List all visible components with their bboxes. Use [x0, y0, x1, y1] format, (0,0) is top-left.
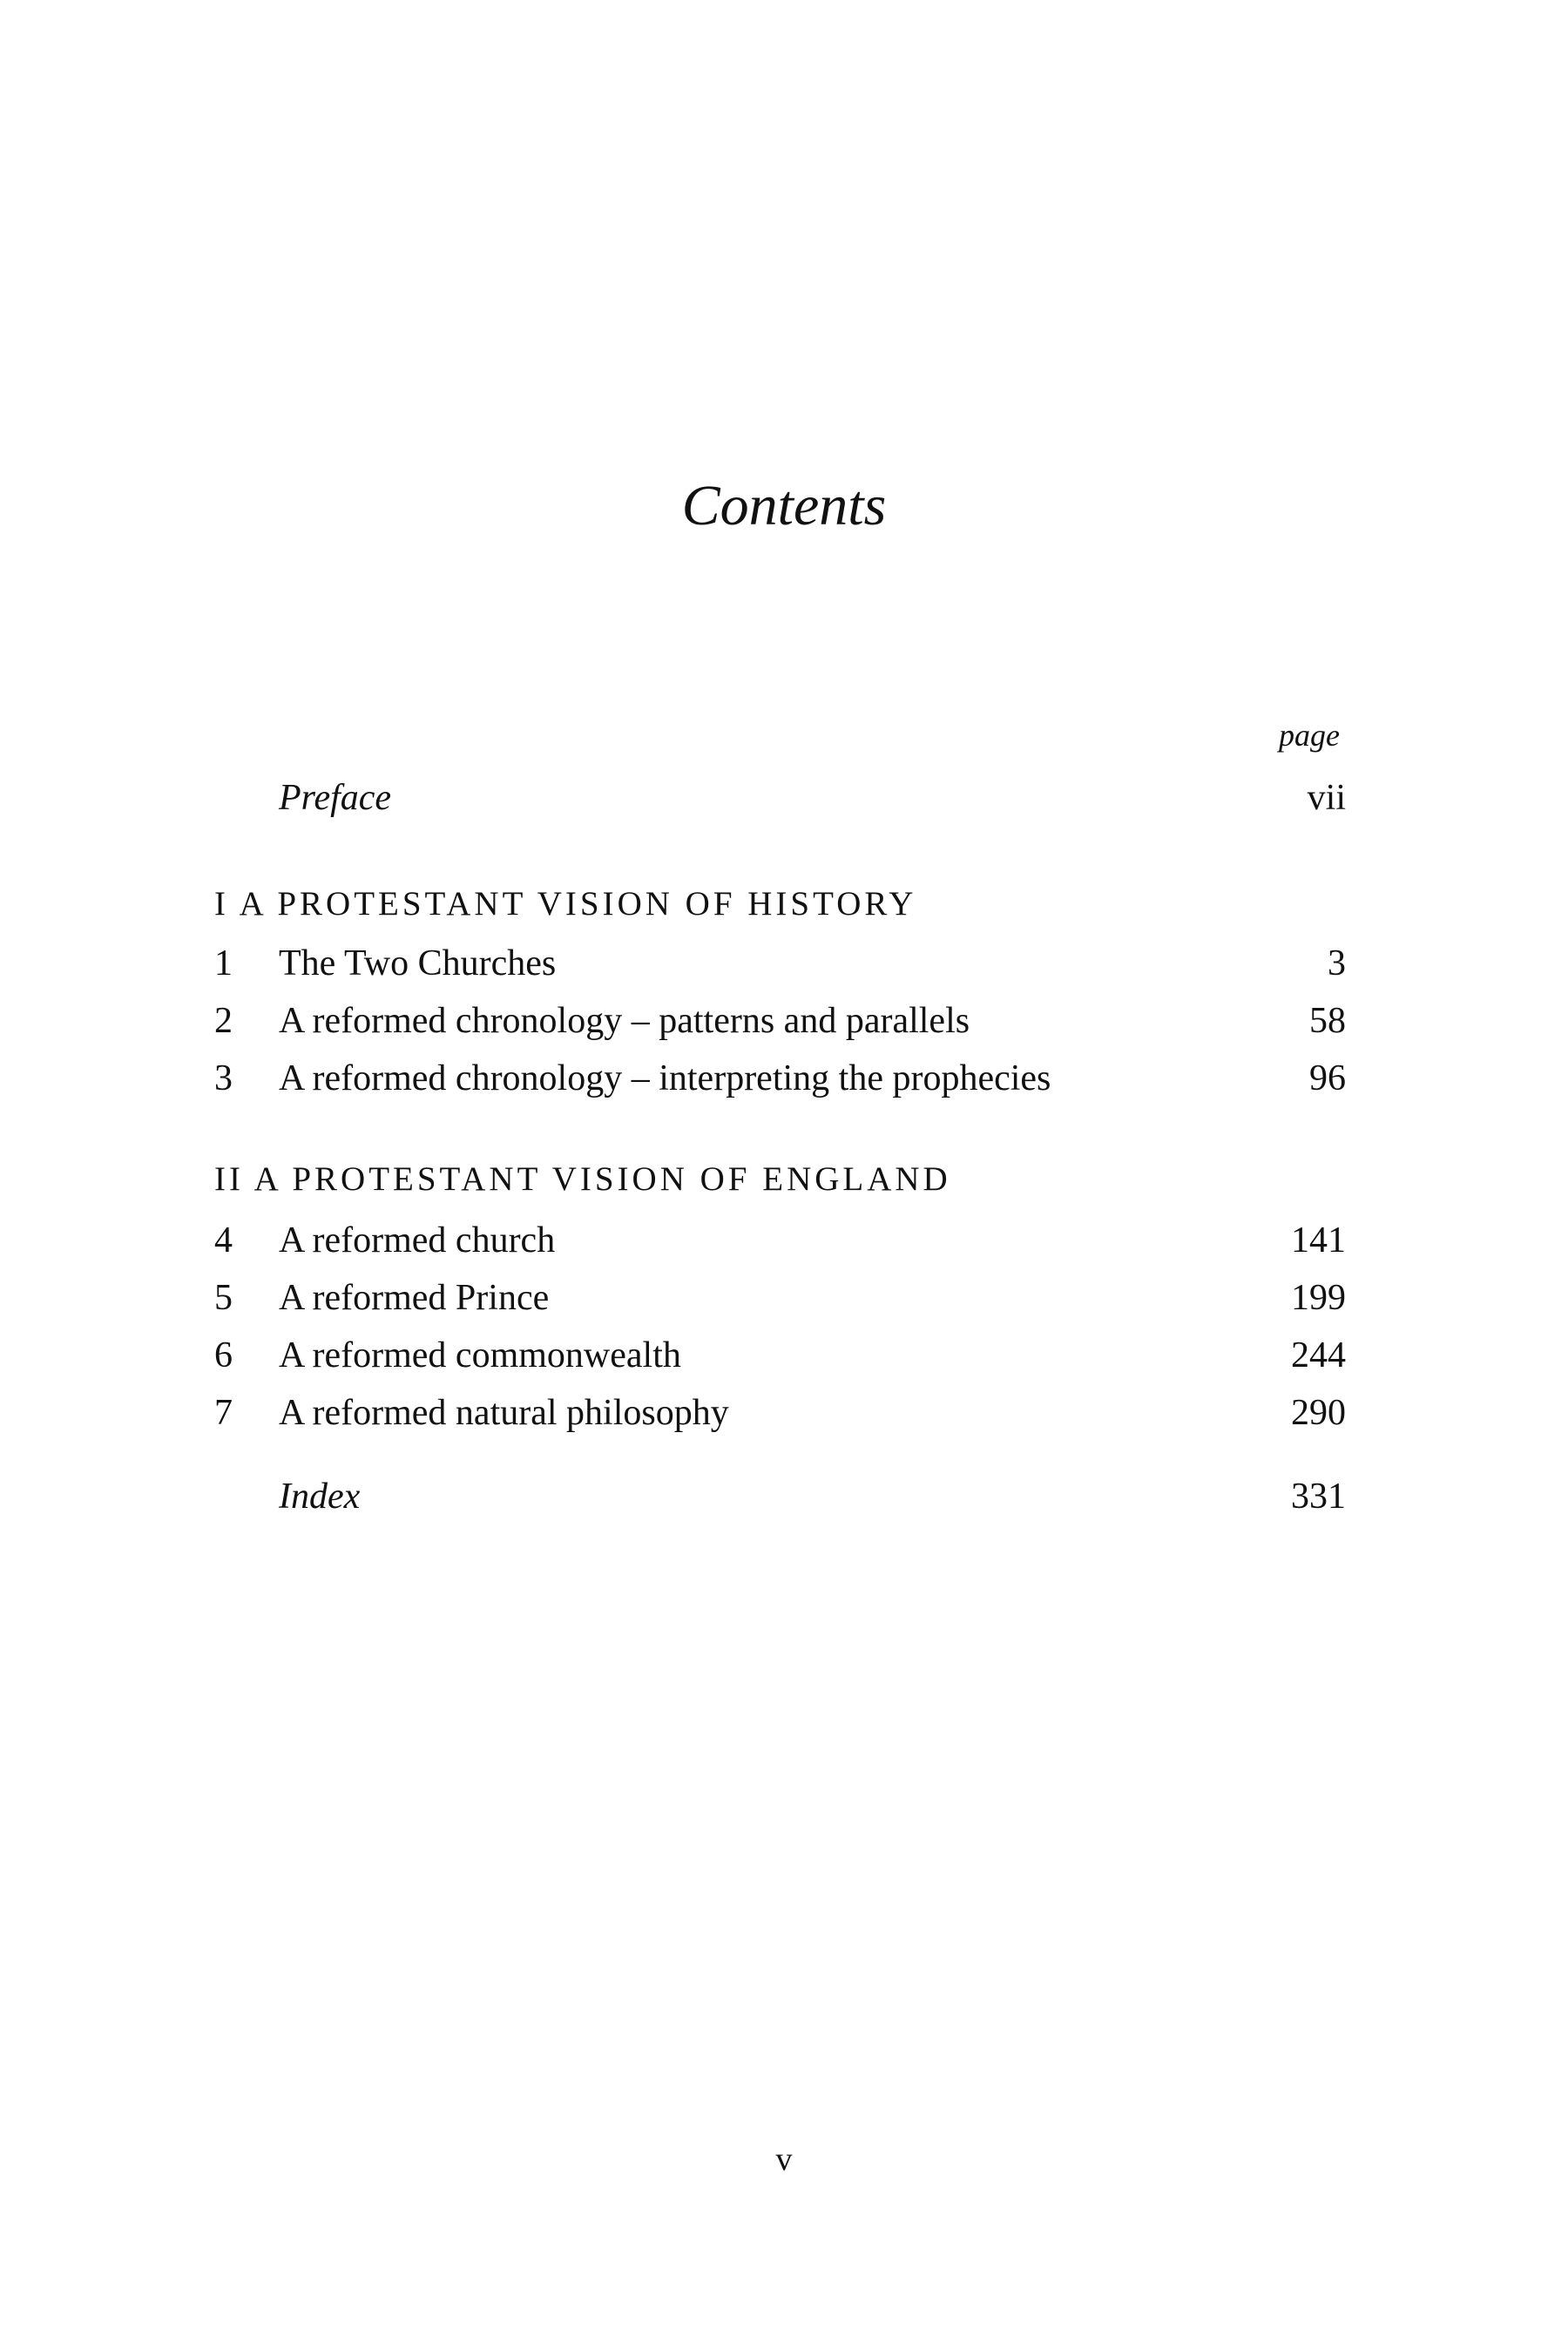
toc-entry-chapter-7[interactable]: [0, 1389, 1568, 1437]
chapter-number: 7: [214, 1393, 233, 1433]
toc-entry-chapter-3[interactable]: [0, 1054, 1568, 1103]
entry-title: The Two Churches: [279, 943, 557, 983]
entry-title: A reformed chronology – interpreting the prophecies: [279, 1058, 1051, 1098]
entry-page: 290: [1291, 1393, 1346, 1433]
entry-page: 199: [1291, 1278, 1346, 1318]
entry-title: Index: [279, 1477, 361, 1517]
chapter-number: 6: [214, 1335, 233, 1375]
entry-title: A reformed church: [279, 1220, 556, 1260]
part-heading-2: II A PROTESTANT VISION OF ENGLAND: [214, 1160, 951, 1198]
chapter-number: 5: [214, 1278, 233, 1318]
entry-page: 244: [1291, 1335, 1346, 1375]
chapter-number: 1: [214, 943, 233, 983]
toc-entry-chapter-1[interactable]: [0, 939, 1568, 988]
toc-entry-chapter-4[interactable]: [0, 1216, 1568, 1265]
entry-title: A reformed commonwealth: [279, 1335, 681, 1375]
entry-title: A reformed Prince: [279, 1278, 550, 1318]
entry-page: 331: [1291, 1477, 1346, 1517]
toc-entry-chapter-6[interactable]: [0, 1331, 1568, 1380]
entry-title: A reformed natural philosophy: [279, 1393, 729, 1433]
entry-page: 96: [1309, 1058, 1346, 1098]
entry-page: vii: [1307, 778, 1346, 818]
page-title: Contents: [681, 474, 887, 537]
entry-page: 58: [1309, 1001, 1346, 1041]
toc-entry-chapter-5[interactable]: [0, 1274, 1568, 1322]
entry-page: 3: [1328, 943, 1346, 983]
entry-title: Preface: [279, 778, 392, 818]
entry-page: 141: [1291, 1220, 1346, 1260]
chapter-number: 3: [214, 1058, 233, 1098]
page-column-label: page: [1279, 718, 1340, 753]
chapter-number: 4: [214, 1220, 233, 1260]
page-number: v: [775, 2141, 793, 2178]
part-heading-1: I A PROTESTANT VISION OF HISTORY: [214, 885, 917, 923]
toc-entry-preface[interactable]: [0, 774, 1568, 822]
toc-entry-index[interactable]: [0, 1472, 1568, 1521]
toc-entry-chapter-2[interactable]: [0, 997, 1568, 1045]
chapter-number: 2: [214, 1001, 233, 1041]
entry-title: A reformed chronology – patterns and parallels: [279, 1001, 970, 1041]
